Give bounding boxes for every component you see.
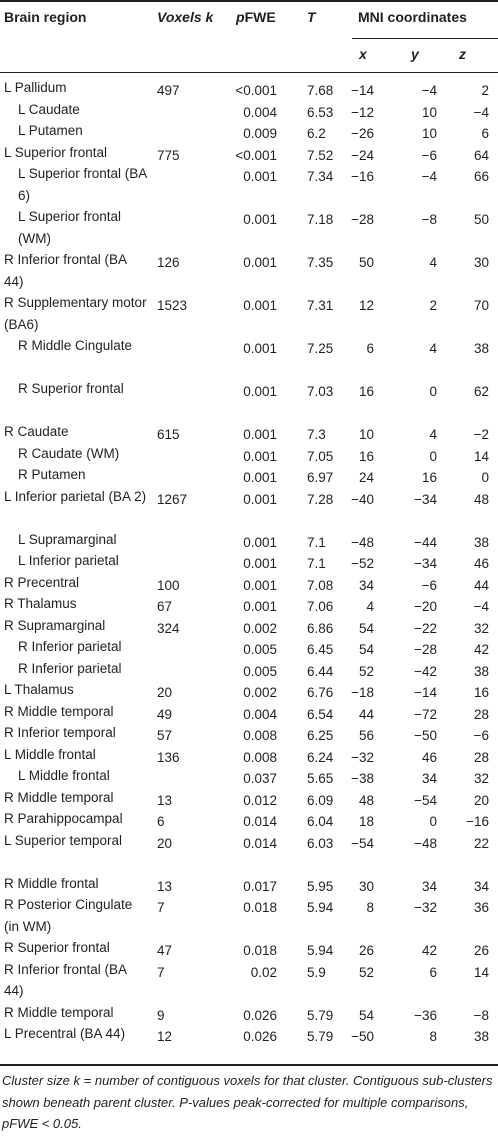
- mni-rule: [352, 38, 498, 39]
- cell-voxels: 49: [157, 706, 173, 722]
- cell-z: 36: [473, 900, 489, 915]
- cell-t: 6.76: [307, 685, 334, 700]
- cell-pfwe: 0.001: [243, 341, 277, 356]
- cell-brain-region: R Inferior frontal (BA 44): [4, 252, 127, 289]
- cell-pfwe: 0.005: [243, 642, 277, 657]
- cell-brain-region: R Middle temporal: [4, 1004, 114, 1020]
- cell-brain-region: R Precentral: [4, 574, 80, 590]
- cell-y: 8: [429, 1029, 437, 1044]
- cell-pfwe: 0.008: [243, 749, 277, 765]
- cell-t: 7.31: [307, 298, 334, 313]
- cell-x: 16: [358, 448, 374, 464]
- cell-z: −8: [473, 1007, 489, 1023]
- table-row: [0, 163, 498, 206]
- cell-y: 0: [429, 448, 437, 464]
- cell-voxels: 47: [157, 943, 173, 958]
- cell-z: 38: [473, 1029, 489, 1044]
- cell-pfwe: 0.017: [243, 878, 277, 894]
- cell-x: 12: [358, 298, 374, 313]
- cell-brain-region: L Middle frontal: [4, 746, 96, 762]
- table-row: [0, 142, 498, 164]
- cell-pfwe: 0.037: [243, 771, 277, 786]
- cell-pfwe: 0.001: [243, 169, 277, 184]
- cell-x: 34: [358, 577, 374, 593]
- cell-voxels: 497: [157, 83, 180, 98]
- cell-pfwe: 0.004: [243, 706, 277, 722]
- cell-brain-region: R Middle temporal: [4, 703, 114, 719]
- header-pfwe: [236, 9, 276, 26]
- cell-pfwe: 0.001: [243, 298, 277, 313]
- cell-z: 38: [473, 534, 489, 550]
- cell-pfwe: 0.001: [243, 427, 277, 442]
- cell-voxels: 6: [157, 814, 165, 829]
- cell-x: −52: [351, 556, 374, 571]
- cell-voxels: 57: [157, 728, 173, 743]
- table-row: [0, 959, 498, 1002]
- cell-z: 64: [473, 147, 489, 163]
- cell-voxels: 7: [157, 900, 165, 915]
- cell-pfwe: 0.018: [243, 900, 277, 915]
- cell-x: −16: [351, 169, 374, 184]
- cell-x: 18: [358, 814, 374, 829]
- cell-x: 50: [358, 255, 374, 270]
- cell-pfwe: 0.001: [243, 470, 277, 485]
- cell-y: 4: [429, 255, 437, 270]
- cell-y: 46: [421, 749, 437, 765]
- table-row: [0, 830, 498, 873]
- cell-voxels: 775: [157, 147, 180, 163]
- cell-z: 62: [473, 384, 489, 399]
- cell-x: −14: [351, 83, 374, 98]
- table-row: [0, 529, 498, 551]
- cell-x: 48: [358, 792, 374, 808]
- table-row: [0, 464, 498, 486]
- table-body: [0, 77, 498, 1066]
- cell-y: 42: [421, 943, 437, 958]
- cell-voxels: 615: [157, 427, 180, 442]
- cell-brain-region: R Caudate (WM): [18, 445, 120, 461]
- cell-y: −54: [414, 792, 437, 808]
- table-row: [0, 808, 498, 830]
- cell-x: 26: [358, 943, 374, 958]
- cell-brain-region: L Superior frontal (WM): [18, 209, 122, 246]
- cell-voxels: 13: [157, 792, 173, 808]
- cell-voxels: 324: [157, 620, 180, 636]
- cell-t: 5.65: [307, 771, 334, 786]
- header-mni-coordinates: MNI coordinates: [358, 9, 467, 25]
- cell-brain-region: R Inferior temporal: [4, 725, 116, 740]
- cell-t: 7.34: [307, 169, 334, 184]
- cell-t: 6.44: [307, 663, 334, 679]
- cell-x: 52: [358, 663, 374, 679]
- cell-z: −2: [473, 427, 489, 442]
- cell-brain-region: L Inferior parietal: [18, 553, 119, 568]
- table-row: [0, 1002, 498, 1024]
- cell-z: 26: [473, 943, 489, 958]
- cell-pfwe: 0.001: [243, 448, 277, 464]
- cell-x: −24: [351, 147, 374, 163]
- cell-x: 54: [358, 1007, 374, 1023]
- cell-voxels: 1523: [157, 298, 188, 313]
- bottom-rule: [0, 1064, 498, 1066]
- cell-z: 20: [473, 792, 489, 808]
- cell-voxels: 126: [157, 255, 180, 270]
- cell-z: 16: [473, 685, 489, 700]
- cell-x: −26: [351, 126, 374, 141]
- cell-t: 6.04: [307, 814, 334, 829]
- header-rule: [0, 72, 498, 73]
- cell-y: −8: [421, 212, 437, 227]
- header-brain-region: Brain region: [4, 9, 87, 25]
- cell-x: 6: [366, 341, 374, 356]
- cell-pfwe: 0.001: [243, 599, 277, 614]
- cell-y: 6: [429, 964, 437, 980]
- cell-pfwe: 0.001: [243, 212, 277, 227]
- cell-z: 0: [481, 470, 489, 485]
- cell-t: 5.79: [307, 1007, 334, 1023]
- cell-t: 6.2: [307, 126, 326, 141]
- cell-t: 5.9: [307, 964, 326, 980]
- cell-y: −50: [414, 728, 437, 743]
- header-pfwe-p: p: [236, 9, 245, 25]
- cell-t: 6.86: [307, 620, 334, 636]
- cell-y: −48: [414, 835, 437, 851]
- cell-brain-region: R Parahippocampal: [4, 811, 123, 826]
- cell-pfwe: 0.001: [243, 577, 277, 593]
- cell-y: 34: [421, 771, 437, 786]
- cell-y: −20: [414, 599, 437, 614]
- cell-t: 6.09: [307, 792, 334, 808]
- cell-pfwe: 0.026: [243, 1007, 277, 1023]
- cell-t: 7.35: [307, 255, 334, 270]
- table-row: [0, 636, 498, 658]
- cell-brain-region: L Inferior parietal (BA 2): [4, 488, 147, 504]
- cell-z: 42: [473, 642, 489, 657]
- cell-pfwe: 0.002: [243, 620, 277, 636]
- table-row: [0, 701, 498, 723]
- table-row: [0, 873, 498, 895]
- table-row: [0, 593, 498, 615]
- cell-brain-region: R Inferior parietal: [18, 660, 122, 676]
- cell-t: 5.94: [307, 943, 334, 958]
- cell-z: −4: [473, 599, 489, 614]
- cell-brain-region: L Superior frontal: [4, 144, 108, 160]
- cell-y: −36: [414, 1007, 437, 1023]
- cell-x: −12: [351, 104, 374, 120]
- cell-pfwe: 0.001: [243, 491, 277, 507]
- cell-y: −6: [421, 577, 437, 593]
- cell-brain-region: R Inferior frontal (BA 44): [4, 961, 127, 998]
- header-voxels: Voxels k: [157, 9, 214, 25]
- cell-voxels: 13: [157, 878, 173, 894]
- cell-t: 7.03: [307, 384, 334, 399]
- table-row: [0, 550, 498, 572]
- cell-y: 10: [421, 104, 437, 120]
- cell-t: 6.25: [307, 728, 334, 743]
- cell-t: 7.52: [307, 147, 334, 163]
- table-row: [0, 744, 498, 766]
- cell-y: −4: [421, 169, 437, 184]
- cell-t: 5.79: [307, 1029, 334, 1044]
- cell-z: 44: [473, 577, 489, 593]
- cell-voxels: 100: [157, 577, 180, 593]
- cell-brain-region: R Thalamus: [4, 596, 77, 611]
- cell-t: 5.94: [307, 900, 334, 915]
- cell-voxels: 20: [157, 685, 173, 700]
- table-row: [0, 658, 498, 680]
- cell-x: 56: [358, 728, 374, 743]
- cell-pfwe: 0.001: [243, 534, 277, 550]
- table-row: [0, 77, 498, 99]
- cell-y: −22: [414, 620, 437, 636]
- cell-z: 22: [473, 835, 489, 851]
- table-row: [0, 99, 498, 121]
- cell-brain-region: R Middle Cingulate: [18, 338, 133, 353]
- table-row: [0, 765, 498, 787]
- cell-t: 7.28: [307, 491, 334, 507]
- table-row: [0, 572, 498, 594]
- top-rule: [0, 0, 498, 2]
- cell-x: 44: [358, 706, 374, 722]
- table-row: [0, 486, 498, 529]
- cell-voxels: 7: [157, 964, 165, 980]
- cell-brain-region: L Supramarginal: [18, 531, 117, 547]
- cell-t: 7.06: [307, 599, 334, 614]
- cell-t: 6.45: [307, 642, 334, 657]
- cell-z: 32: [473, 620, 489, 636]
- cell-z: 38: [473, 341, 489, 356]
- table-row: [0, 722, 498, 744]
- cell-pfwe: 0.009: [243, 126, 277, 141]
- cell-brain-region: L Precentral (BA 44): [4, 1026, 126, 1041]
- table-row: [0, 443, 498, 465]
- cell-z: 38: [473, 663, 489, 679]
- cell-z: 30: [473, 255, 489, 270]
- cell-pfwe: 0.001: [243, 255, 277, 270]
- cell-z: −16: [466, 814, 489, 829]
- cell-voxels: 12: [157, 1029, 173, 1044]
- cell-brain-region: L Superior temporal: [4, 832, 123, 848]
- table-row: [0, 335, 498, 378]
- table-row: [0, 120, 498, 142]
- cell-brain-region: R Middle frontal: [4, 875, 99, 891]
- cell-pfwe: 0.018: [243, 943, 277, 958]
- cell-t: 5.95: [307, 878, 334, 894]
- table-row: [0, 787, 498, 809]
- cell-y: 0: [429, 814, 437, 829]
- cell-t: 7.25: [307, 341, 334, 356]
- cell-pfwe: 0.001: [243, 384, 277, 399]
- cell-pfwe: 0.014: [243, 835, 277, 851]
- cell-x: 4: [366, 599, 374, 614]
- table-row: [0, 292, 498, 335]
- cell-x: 8: [366, 900, 374, 915]
- table-row: [0, 1023, 498, 1066]
- cell-x: −54: [351, 835, 374, 851]
- cell-x: −38: [351, 771, 374, 786]
- cell-x: −48: [351, 534, 374, 550]
- table-row: [0, 206, 498, 249]
- cell-z: 14: [473, 964, 489, 980]
- table-row: [0, 378, 498, 421]
- cell-x: 52: [358, 964, 374, 980]
- table-row: [0, 937, 498, 959]
- cell-t: 7.1: [307, 556, 326, 571]
- cell-x: 30: [358, 878, 374, 894]
- cell-x: 54: [358, 620, 374, 636]
- cell-z: 14: [473, 448, 489, 464]
- cell-x: 24: [358, 470, 374, 485]
- cell-x: −50: [351, 1029, 374, 1044]
- cell-y: −34: [414, 556, 437, 571]
- cell-y: 0: [429, 384, 437, 399]
- table-row: [0, 421, 498, 443]
- cell-x: 16: [358, 384, 374, 399]
- cell-y: 4: [429, 341, 437, 356]
- cell-y: −44: [414, 534, 437, 550]
- cell-z: 46: [473, 556, 489, 571]
- cell-brain-region: R Superior frontal: [18, 381, 124, 396]
- header-t: T: [307, 9, 316, 25]
- cell-z: −4: [473, 104, 489, 120]
- cell-pfwe: 0.026: [243, 1029, 277, 1044]
- table-row: [0, 249, 498, 292]
- header-pfwe-fwe: FWE: [244, 9, 276, 25]
- cell-x: 10: [358, 427, 374, 442]
- cell-brain-region: R Supramarginal: [4, 617, 106, 633]
- cell-voxels: 9: [157, 1007, 165, 1023]
- cell-brain-region: R Posterior Cingulate (in WM): [4, 897, 133, 934]
- cell-t: 6.97: [307, 470, 334, 485]
- cell-pfwe: 0.004: [243, 104, 277, 120]
- cell-z: 66: [473, 169, 489, 184]
- cell-t: 6.24: [307, 749, 334, 765]
- cell-pfwe: 0.008: [243, 728, 277, 743]
- cell-brain-region: L Thalamus: [4, 682, 74, 697]
- cell-z: 28: [473, 706, 489, 722]
- header-y: y: [411, 46, 419, 62]
- cell-pfwe: <0.001: [235, 147, 277, 163]
- cell-pfwe: 0.014: [243, 814, 277, 829]
- cell-x: −18: [351, 685, 374, 700]
- header-x: x: [359, 46, 367, 62]
- cell-y: −28: [414, 642, 437, 657]
- cell-t: 7.1: [307, 534, 326, 550]
- cell-z: −6: [473, 728, 489, 743]
- cell-y: −32: [414, 900, 437, 915]
- cell-t: 6.54: [307, 706, 334, 722]
- cell-brain-region: R Supplementary motor (BA6): [4, 295, 147, 332]
- cell-y: 16: [421, 470, 437, 485]
- cell-t: 7.68: [307, 83, 334, 98]
- cell-t: 7.08: [307, 577, 334, 593]
- cell-brain-region: R Middle temporal: [4, 789, 114, 805]
- cell-voxels: 67: [157, 599, 173, 614]
- cell-pfwe: 0.005: [243, 663, 277, 679]
- cell-z: 34: [473, 878, 489, 894]
- cell-brain-region: R Inferior parietal: [18, 639, 122, 654]
- cell-voxels: 136: [157, 749, 180, 765]
- cell-t: 6.53: [307, 104, 334, 120]
- cell-y: −14: [414, 685, 437, 700]
- cell-z: 28: [473, 749, 489, 765]
- cell-z: 2: [481, 83, 489, 98]
- cell-x: −32: [351, 749, 374, 765]
- cell-brain-region: L Middle frontal: [18, 768, 110, 783]
- cell-x: 54: [358, 642, 374, 657]
- cell-z: 70: [473, 298, 489, 313]
- cell-y: −42: [414, 663, 437, 679]
- cell-y: −4: [421, 83, 437, 98]
- cell-y: 34: [421, 878, 437, 894]
- cell-pfwe: 0.012: [243, 792, 277, 808]
- cell-t: 7.18: [307, 212, 334, 227]
- cell-z: 32: [473, 771, 489, 786]
- cell-y: 4: [429, 427, 437, 442]
- table-row: [0, 615, 498, 637]
- cell-pfwe: 0.002: [243, 685, 277, 700]
- cell-t: 7.3: [307, 427, 326, 442]
- cell-y: −34: [414, 491, 437, 507]
- cell-pfwe: 0.02: [250, 964, 277, 980]
- cell-pfwe: <0.001: [235, 83, 277, 98]
- cell-brain-region: L Putamen: [18, 123, 83, 138]
- cell-t: 6.03: [307, 835, 334, 851]
- header-z: z: [459, 46, 466, 62]
- cell-brain-region: R Superior frontal: [4, 940, 110, 955]
- cell-brain-region: L Pallidum: [4, 80, 67, 95]
- cell-x: −28: [351, 212, 374, 227]
- cell-brain-region: R Putamen: [18, 467, 86, 482]
- cell-x: −40: [351, 491, 374, 507]
- cell-z: 48: [473, 491, 489, 507]
- table-footnote: Cluster size k = number of contiguous voxels for that cluster. Contiguous sub-clusters shown beneath parent cluster. P-values peak-corrected for multiple comparisons, pFWE < 0.05.: [2, 1073, 493, 1131]
- cell-y: 2: [429, 298, 437, 313]
- cell-z: 50: [473, 212, 489, 227]
- cell-pfwe: 0.001: [243, 556, 277, 571]
- cell-voxels: 1267: [157, 491, 188, 507]
- cell-brain-region: R Caudate: [4, 424, 69, 439]
- table-row: [0, 679, 498, 701]
- cell-voxels: 20: [157, 835, 173, 851]
- cell-brain-region: L Superior frontal (BA 6): [18, 166, 147, 203]
- cell-y: −72: [414, 706, 437, 722]
- table-row: [0, 894, 498, 937]
- cell-brain-region: L Caudate: [18, 101, 80, 117]
- cell-t: 7.05: [307, 448, 334, 464]
- cell-z: 6: [481, 126, 489, 141]
- cell-y: 10: [421, 126, 437, 141]
- cell-y: −6: [421, 147, 437, 163]
